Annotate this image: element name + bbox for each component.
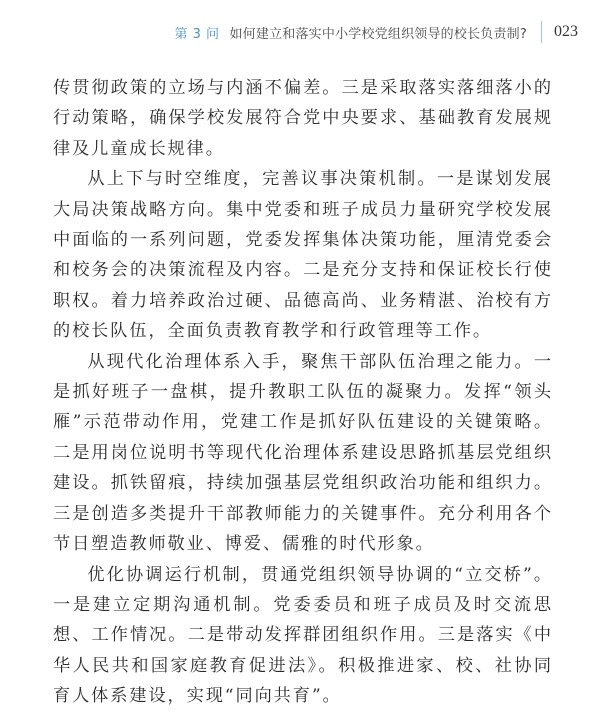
body-text [53, 73, 553, 712]
chapter-title: 如何建立和落实中小学校党组织领导的校长负责制? [229, 26, 527, 42]
paragraph-decision-mechanism: 从上下与时空维度，完善议事决策机制。一是谋划发展大局决策战略方向。集中党委和班子成员力量研究学校发展中面临的一系列问题，党委发挥集体决策功能，厘清党委会和校务会的决策流程及内容。二是充分支持和保证校长行使职权。着力培养政治过硬、品德高尚、业务精湛、治校有方的校长队伍，全面负责教育教学和行政管理等工作。 [53, 169, 553, 342]
chapter-label: 第 3 问 [174, 26, 220, 42]
page-number: 023 [554, 23, 578, 40]
running-header [174, 22, 578, 42]
paragraph-continuation: 传贯彻政策的立场与内涵不偏差。三是采取落实落细落小的行动策略，确保学校发展符合党中央要求、基础教育发展规律及儿童成长规律。 [53, 78, 553, 159]
paragraph-coordination-mechanism: 优化协调运行机制，贯通党组织领导协调的“立交桥”。一是建立定期沟通机制。党委委员和班子成员及时交流思想、工作情况。二是带动发挥群团组织作用。三是落实《中华人民共和国家庭教育促进法》。积极推进家、校、社协同育人体系建设，实现“同向共育”。 [53, 564, 553, 707]
header-divider [541, 21, 542, 43]
paragraph-governance-capacity: 从现代化治理体系入手，聚焦干部队伍治理之能力。一是抓好班子一盘棋，提升教职工队伍的凝聚力。发挥“领头雁”示范带动作用，党建工作是抓好队伍建设的关键策略。二是用岗位说明书等现代化治理体系建设思路抓基层党组织建设。抓铁留痕，持续加强基层党组织政治功能和组织力。三是创造多类提升干部教师能力的关键事件。充分利用各个节日塑造教师敬业、博爱、儒雅的时代形象。 [53, 351, 553, 555]
